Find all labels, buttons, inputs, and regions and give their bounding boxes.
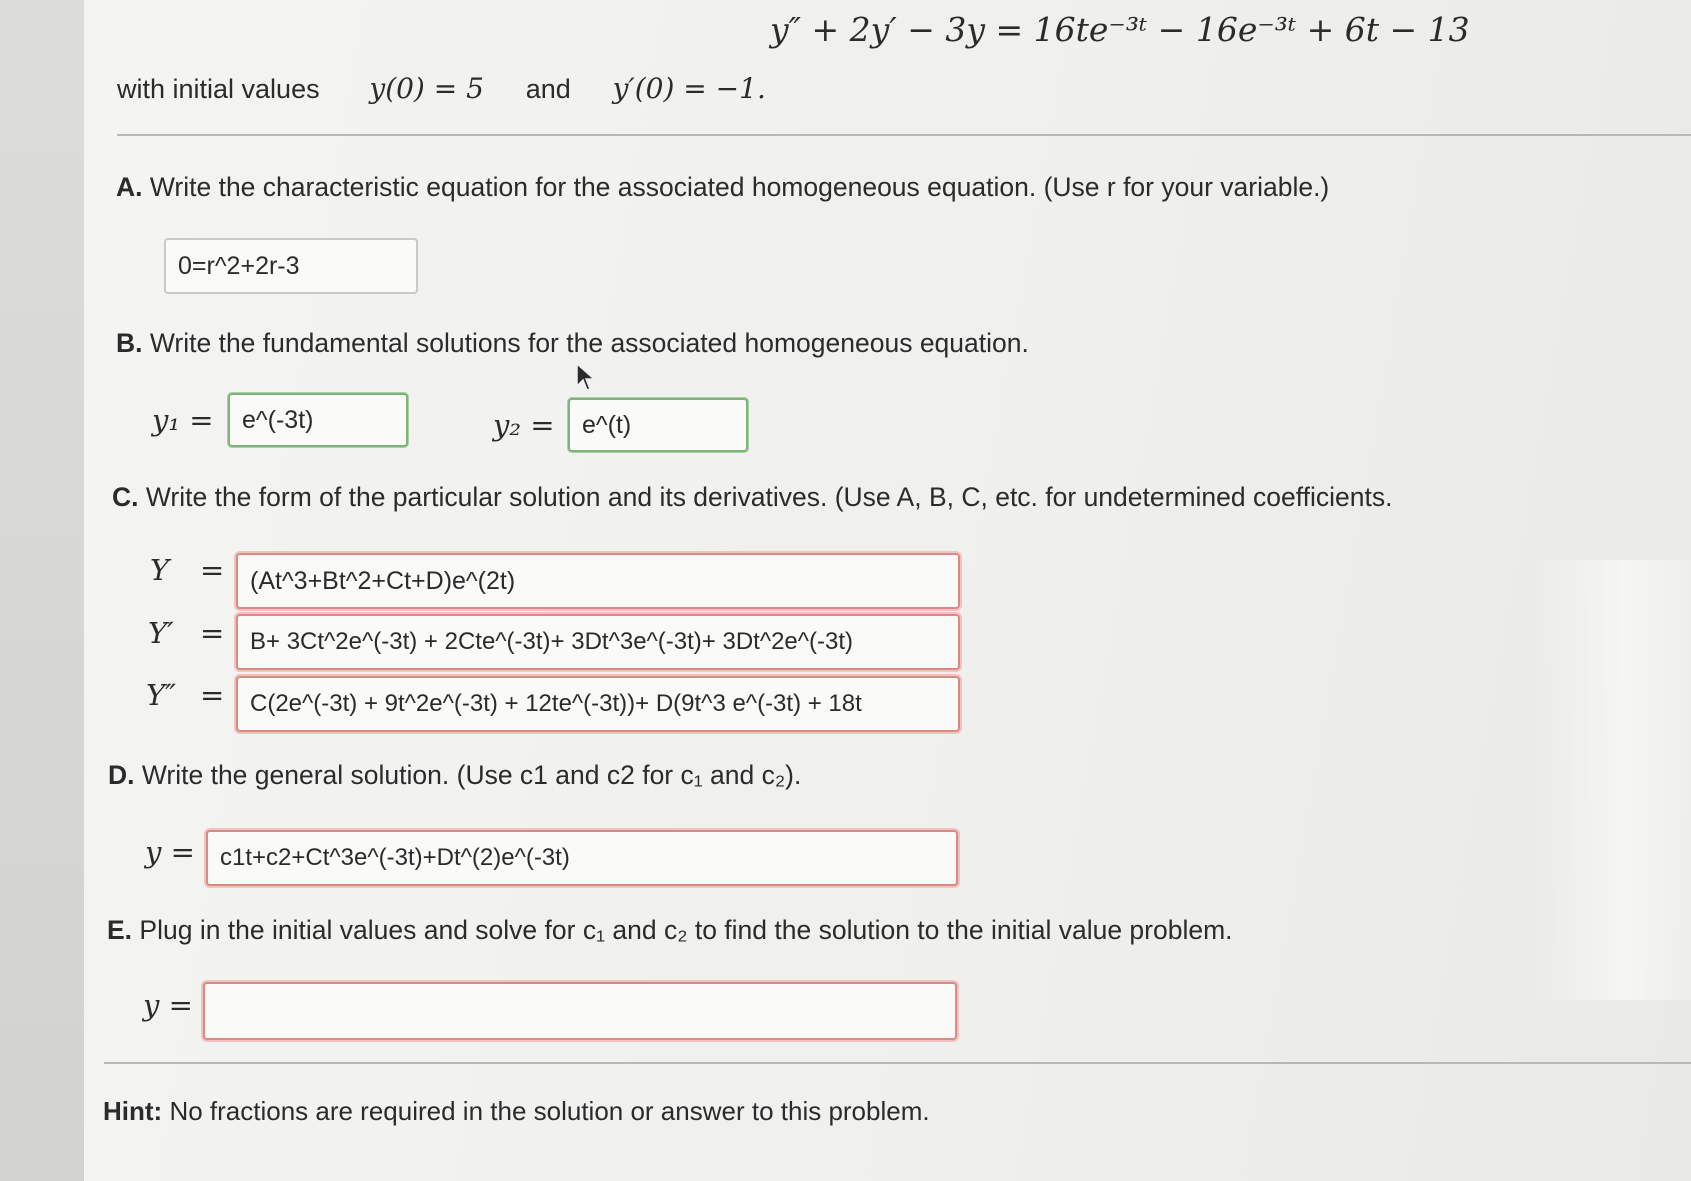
question-e-text: Plug in the initial values and solve for c₁ and c₂ to find the solution to the initial value problem. bbox=[139, 915, 1233, 945]
question-a-letter: A. bbox=[116, 172, 143, 202]
initial-values bbox=[117, 72, 766, 105]
y1-label: y₁ = bbox=[152, 403, 214, 437]
initial-and: and bbox=[525, 74, 571, 104]
ivp-solution-label: y = bbox=[143, 988, 193, 1022]
hint bbox=[103, 1096, 930, 1127]
divider-top bbox=[117, 134, 1691, 136]
divider-bottom bbox=[104, 1062, 1691, 1064]
question-a-text: Write the characteristic equation for the associated homogeneous equation. (Use r for your variable.) bbox=[149, 172, 1330, 202]
initial-values-label: with initial values bbox=[117, 74, 320, 104]
question-b bbox=[116, 328, 1029, 359]
y2-input[interactable]: e^(t) bbox=[568, 398, 748, 452]
initial-condition-yprime: y′(0) = −1. bbox=[612, 72, 766, 105]
question-c bbox=[112, 482, 1392, 513]
question-b-letter: B. bbox=[116, 328, 143, 358]
question-a bbox=[116, 172, 1329, 203]
Y-label: Y bbox=[150, 553, 170, 587]
Y-double-prime-equals: = bbox=[200, 678, 225, 712]
hint-label: Hint: bbox=[103, 1096, 163, 1126]
first-derivative-input[interactable]: B+ 3Ct^2e^(-3t) + 2Cte^(-3t)+ 3Dt^3e^(-3t)+ 3Dt^2e^(-3t) bbox=[236, 614, 960, 670]
question-c-text: Write the form of the particular solution and its derivatives. (Use A, B, C, etc. for undetermined coefficients. bbox=[145, 482, 1393, 512]
light-glare bbox=[1531, 560, 1691, 1000]
Y-prime-equals: = bbox=[200, 616, 225, 650]
question-d-text: Write the general solution. (Use c1 and c2 for c₁ and c₂). bbox=[141, 760, 802, 790]
Y-double-prime-label: Y″ bbox=[146, 678, 176, 712]
question-d-letter: D. bbox=[108, 760, 135, 790]
second-derivative-input[interactable]: C(2e^(-3t) + 9t^2e^(-3t) + 12te^(-3t))+ D(9t^3 e^(-3t) + 18t bbox=[236, 676, 960, 732]
general-solution-label: y = bbox=[145, 835, 195, 869]
characteristic-equation-input[interactable]: 0=r^2+2r-3 bbox=[164, 238, 418, 294]
y2-label: y₂ = bbox=[493, 408, 555, 442]
general-solution-input[interactable]: c1t+c2+Ct^3e^(-3t)+Dt^(2)e^(-3t) bbox=[206, 830, 958, 886]
question-c-letter: C. bbox=[112, 482, 139, 512]
question-b-text: Write the fundamental solutions for the associated homogeneous equation. bbox=[149, 328, 1029, 358]
y1-input[interactable]: e^(-3t) bbox=[228, 393, 408, 447]
Y-prime-label: Y′ bbox=[148, 616, 174, 650]
hint-text: No fractions are required in the solution or answer to this problem. bbox=[169, 1096, 930, 1126]
differential-equation: y″ + 2y′ − 3y = 16te⁻³ᵗ − 16e⁻³ᵗ + 6t − 13 bbox=[770, 10, 1470, 49]
question-e-letter: E. bbox=[107, 915, 133, 945]
particular-solution-input[interactable]: (At^3+Bt^2+Ct+D)e^(2t) bbox=[236, 553, 960, 609]
question-d bbox=[108, 760, 801, 791]
initial-condition-y: y(0) = 5 bbox=[369, 72, 484, 105]
Y-equals: = bbox=[200, 553, 225, 587]
question-e bbox=[107, 915, 1233, 946]
ivp-solution-input[interactable] bbox=[203, 982, 957, 1040]
mouse-pointer-icon bbox=[575, 362, 597, 394]
